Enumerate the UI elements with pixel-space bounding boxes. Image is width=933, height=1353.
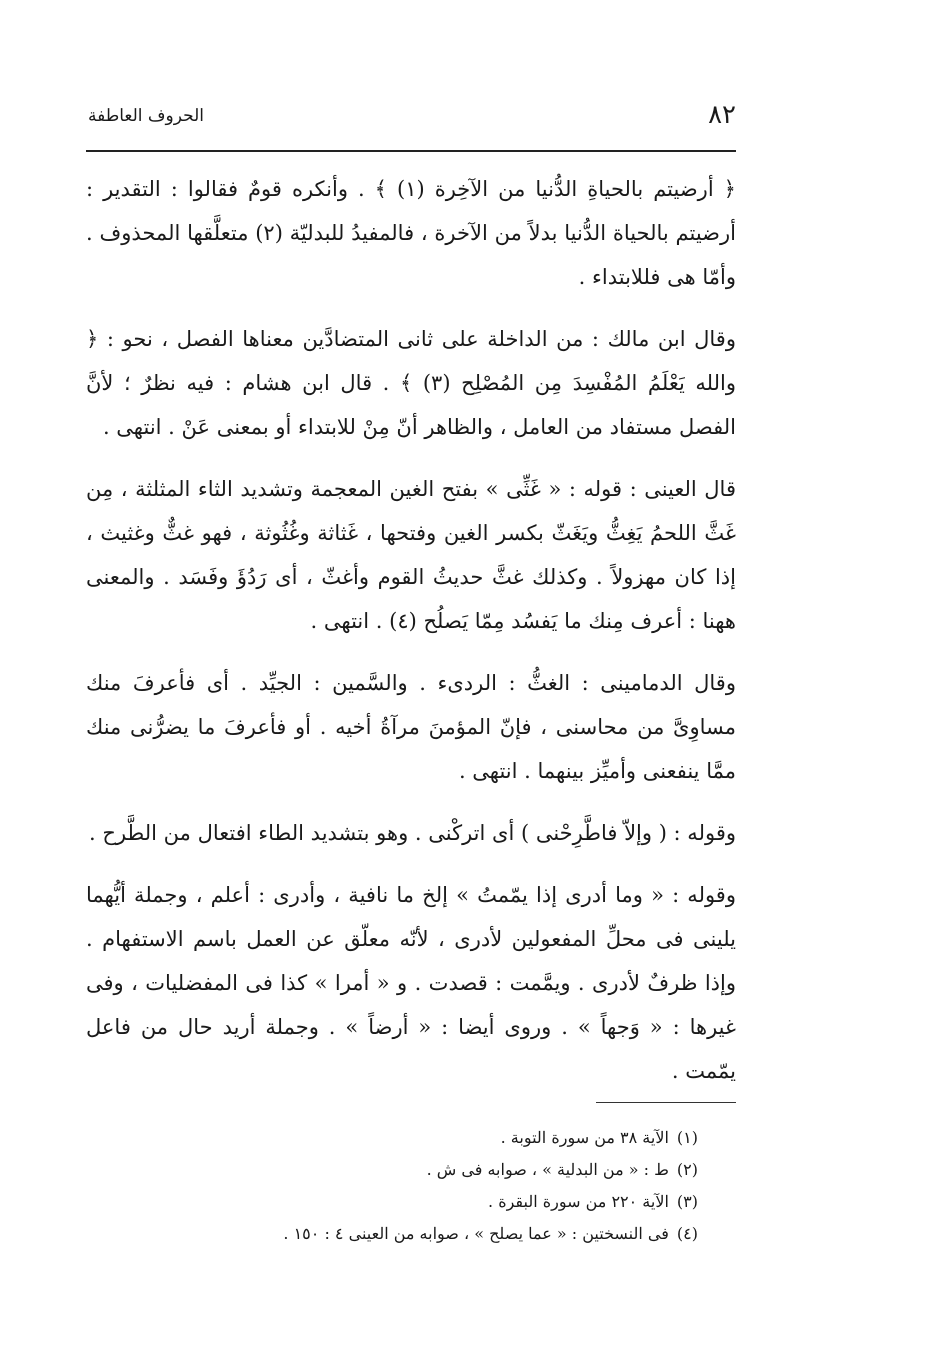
main-text: [86, 167, 736, 1111]
paragraph: وقوله : ( وإلاّ فاطَّرِحْنى ) أى اتركْنى . وهو بتشديد الطاء افتعال من الطَّرح .: [89, 821, 736, 845]
footnote-number: (٤): [676, 1224, 698, 1243]
footnote-text: ط : « من البدلية » ، صوابه فى ش .: [426, 1160, 669, 1179]
paragraph: وقوله : « وما أدرى إذا يمّمتُ » إلخ ما نافية ، وأدرى : أعلم ، وجملة أيُّهما يلينى فى محلِّ المفعولين لأدرى ، لأنّه معلّق عن العمل باسم الاستفهام . وإذا ظرفٌ لأدرى . ويمَّمت : قصدت . و « أمرا » كذا فى المفضليات ، وفى غيرها : « وَجهاً » . وروى أيضا : « أرضاً » . وجملة أريد حال من فاعل يمّمت .: [86, 883, 736, 1083]
footnote: [86, 1186, 698, 1218]
footnote-number: (٣): [676, 1192, 698, 1211]
footnote: [86, 1154, 698, 1186]
footnote: [86, 1122, 698, 1154]
footnotes: [86, 1122, 698, 1250]
footnote-divider: [596, 1102, 736, 1103]
paragraph: وقال الدمامينى : الغثُّ : الردىء . والسَّمين : الجيِّد . أى فأعرفَ منك مساوِىَّ من محاسنى ، فإنّ المؤمنَ مرآةُ أخيه . أو فأعرفَ ما يضرُّنى منك ممَّا ينفعنى وأميِّز بينهما . انتهى .: [86, 671, 736, 783]
page-header: [88, 100, 736, 140]
running-title: الحروف العاطفة: [88, 106, 205, 126]
paragraph: وقال ابن مالك : من الداخلة على ثانى المتضادَّين معناها الفصل ، نحو : ﴿ والله يَعْلَمُ المُفْسِدَ مِن المُصْلِح (٣) ﴾ . قال ابن هشام : فيه نظرٌ ؛ لأنَّ الفصل مستفاد من العامل ، والظاهر أنّ مِنْ للابتداء أو بمعنى عَنْ . انتهى .: [86, 327, 736, 439]
footnote-number: (٢): [676, 1160, 698, 1179]
footnote-number: (١): [676, 1128, 698, 1147]
page-number: ٨٢: [708, 100, 736, 130]
footnote-text: الآية ٣٨ من سورة التوبة .: [500, 1128, 669, 1147]
paragraph: قال العينى : قوله : « غَثِّى » بفتح الغين المعجمة وتشديد الثاء المثلثة ، مِن غَثَّ اللحمُ يَغِثُّ ويَغَثّ بكسر الغين وفتحها ، غَثاثة وغُثُوثة ، فهو غثٌّ وغثيث ، إذا كان مهزولاً . وكذلك غثَّ حديثُ القوم وأغثّ ، أى رَدُؤَ وفَسَد . والمعنى ههنا : أعرف مِنك ما يَفسُد مِمّا يَصلُح (٤) . انتهى .: [86, 477, 736, 633]
footnote-text: الآية ٢٢٠ من سورة البقرة .: [488, 1192, 669, 1211]
footnote-text: فى النسختين : « عما يصلح » ، صوابه من العينى ٤ : ١٥٠ .: [283, 1224, 669, 1243]
header-divider: [86, 150, 736, 152]
paragraph: ﴿ أرضيتم بالحياةِ الدُّنيا من الآخِرة (١) ﴾ . وأنكره قومٌ فقالوا : التقدير : أرضيتم بالحياة الدُّنيا بدلاً من الآخرة ، فالمفيدُ للبدليّة (٢) متعلَّقها المحذوف . وأمّا هى فللابتداء .: [86, 177, 736, 289]
footnote: [86, 1218, 698, 1250]
